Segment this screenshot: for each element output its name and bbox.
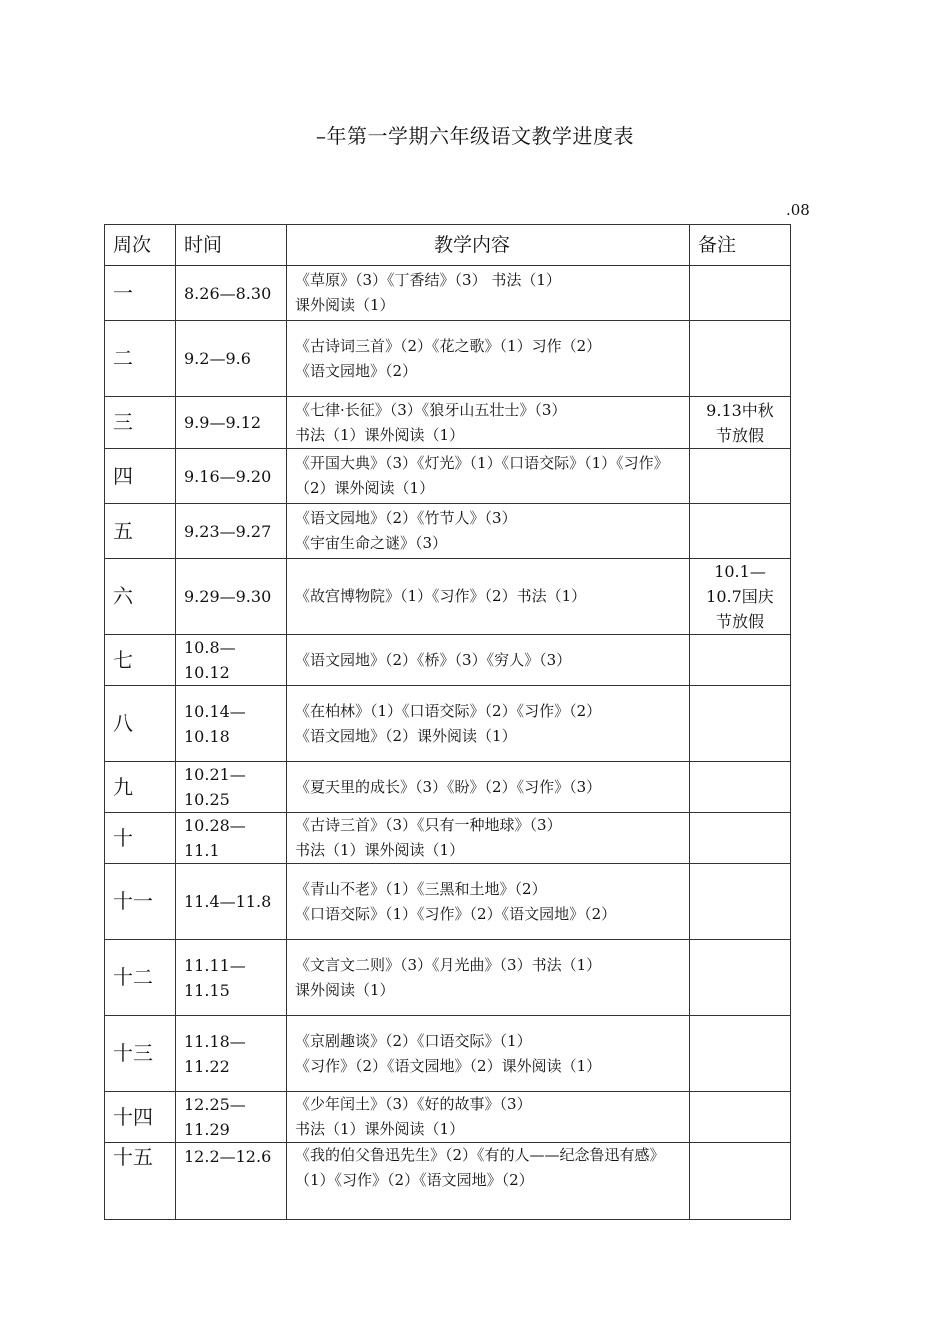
- table-row: [105, 686, 791, 762]
- content-cell: 《语文园地》（2）《桥》（3）《穷人》（3）: [287, 635, 690, 686]
- content-cell: 《文言文二则》（3）《月光曲》（3）书法（1） 课外阅读（1）: [287, 940, 690, 1016]
- header-note: 备注: [690, 225, 791, 266]
- content-cell: 《京剧趣谈》（2）《口语交际》（1） 《习作》（2）《语文园地》（2）课外阅读（1）: [287, 1016, 690, 1092]
- week-cell: 一: [105, 266, 176, 321]
- note-cell: [690, 940, 791, 1016]
- time-cell: 11.18— 11.22: [176, 1016, 287, 1092]
- week-cell: 四: [105, 449, 176, 504]
- content-cell: 《夏天里的成长》（3）《盼》（2）《习作》（3）: [287, 762, 690, 813]
- time-cell: 10.14— 10.18: [176, 686, 287, 762]
- note-cell: [690, 686, 791, 762]
- note-cell: [690, 449, 791, 504]
- week-cell: 十四: [105, 1092, 176, 1143]
- note-cell: [690, 1016, 791, 1092]
- week-cell: 八: [105, 686, 176, 762]
- content-cell: 《古诗三首》（3）《只有一种地球》（3） 书法（1）课外阅读（1）: [287, 813, 690, 864]
- header-row: [105, 225, 791, 266]
- content-cell: 《青山不老》（1）《三黑和土地》（2） 《口语交际》（1）《习作》（2）《语文园地》（2）: [287, 864, 690, 940]
- time-cell: 9.29—9.30: [176, 559, 287, 635]
- table-row: [105, 940, 791, 1016]
- note-cell: 10.1— 10.7国庆 节放假: [690, 559, 791, 635]
- time-cell: 10.8— 10.12: [176, 635, 287, 686]
- time-cell: 8.26—8.30: [176, 266, 287, 321]
- page-title: –年第一学期六年级语文教学进度表: [316, 124, 634, 148]
- time-cell: 9.16—9.20: [176, 449, 287, 504]
- week-cell: 十五: [105, 1143, 176, 1220]
- table-row: [105, 449, 791, 504]
- week-cell: 九: [105, 762, 176, 813]
- header-week: 周次: [105, 225, 176, 266]
- table-row: [105, 559, 791, 635]
- week-cell: 七: [105, 635, 176, 686]
- week-cell: 三: [105, 397, 176, 449]
- table-row: [105, 504, 791, 559]
- week-cell: 六: [105, 559, 176, 635]
- week-cell: 十三: [105, 1016, 176, 1092]
- table-row: [105, 1143, 791, 1220]
- week-cell: 十二: [105, 940, 176, 1016]
- week-cell: 五: [105, 504, 176, 559]
- header-content: 教学内容: [287, 225, 690, 266]
- note-cell: [690, 266, 791, 321]
- schedule-table: [104, 224, 791, 1220]
- date-note: .08: [786, 201, 810, 219]
- content-cell: 《在柏林》（1）《口语交际》（2）《习作》（2） 《语文园地》（2）课外阅读（1）: [287, 686, 690, 762]
- note-cell: [690, 635, 791, 686]
- table-row: [105, 864, 791, 940]
- week-cell: 二: [105, 321, 176, 397]
- content-cell: 《少年闰土》（3）《好的故事》（3） 书法（1）课外阅读（1）: [287, 1092, 690, 1143]
- content-cell: 《故宫博物院》（1）《习作》（2）书法（1）: [287, 559, 690, 635]
- table-row: [105, 266, 791, 321]
- time-cell: 12.2—12.6: [176, 1143, 287, 1220]
- content-cell: 《七律·长征》（3）《狼牙山五壮士》（3） 书法（1）课外阅读（1）: [287, 397, 690, 449]
- table-row: [105, 397, 791, 449]
- time-cell: 10.21— 10.25: [176, 762, 287, 813]
- table-row: [105, 635, 791, 686]
- content-cell: 《古诗词三首》（2）《花之歌》（1）习作（2） 《语文园地》（2）: [287, 321, 690, 397]
- time-cell: 10.28— 11.1: [176, 813, 287, 864]
- content-cell: 《语文园地》（2）《竹节人》（3） 《宇宙生命之谜》（3）: [287, 504, 690, 559]
- table-row: [105, 321, 791, 397]
- content-cell: 《草原》（3）《丁香结》（3） 书法（1） 课外阅读（1）: [287, 266, 690, 321]
- time-cell: 11.11— 11.15: [176, 940, 287, 1016]
- content-cell: 《开国大典》（3）《灯光》（1）《口语交际》（1）《习作》（2）课外阅读（1）: [287, 449, 690, 504]
- note-cell: [690, 813, 791, 864]
- week-cell: 十一: [105, 864, 176, 940]
- note-cell: [690, 1143, 791, 1220]
- note-cell: [690, 762, 791, 813]
- time-cell: 12.25— 11.29: [176, 1092, 287, 1143]
- time-cell: 9.23—9.27: [176, 504, 287, 559]
- table-row: [105, 813, 791, 864]
- note-cell: [690, 1092, 791, 1143]
- time-cell: 11.4—11.8: [176, 864, 287, 940]
- note-cell: [690, 864, 791, 940]
- week-cell: 十: [105, 813, 176, 864]
- content-cell: 《我的伯父鲁迅先生》（2）《有的人——纪念鲁迅有感》（1）《习作》（2）《语文园地》（2）: [287, 1143, 690, 1220]
- table-row: [105, 1016, 791, 1092]
- header-time: 时间: [176, 225, 287, 266]
- table-row: [105, 762, 791, 813]
- time-cell: 9.2—9.6: [176, 321, 287, 397]
- time-cell: 9.9—9.12: [176, 397, 287, 449]
- note-cell: [690, 504, 791, 559]
- table-row: [105, 1092, 791, 1143]
- note-cell: [690, 321, 791, 397]
- note-cell: 9.13中秋 节放假: [690, 397, 791, 449]
